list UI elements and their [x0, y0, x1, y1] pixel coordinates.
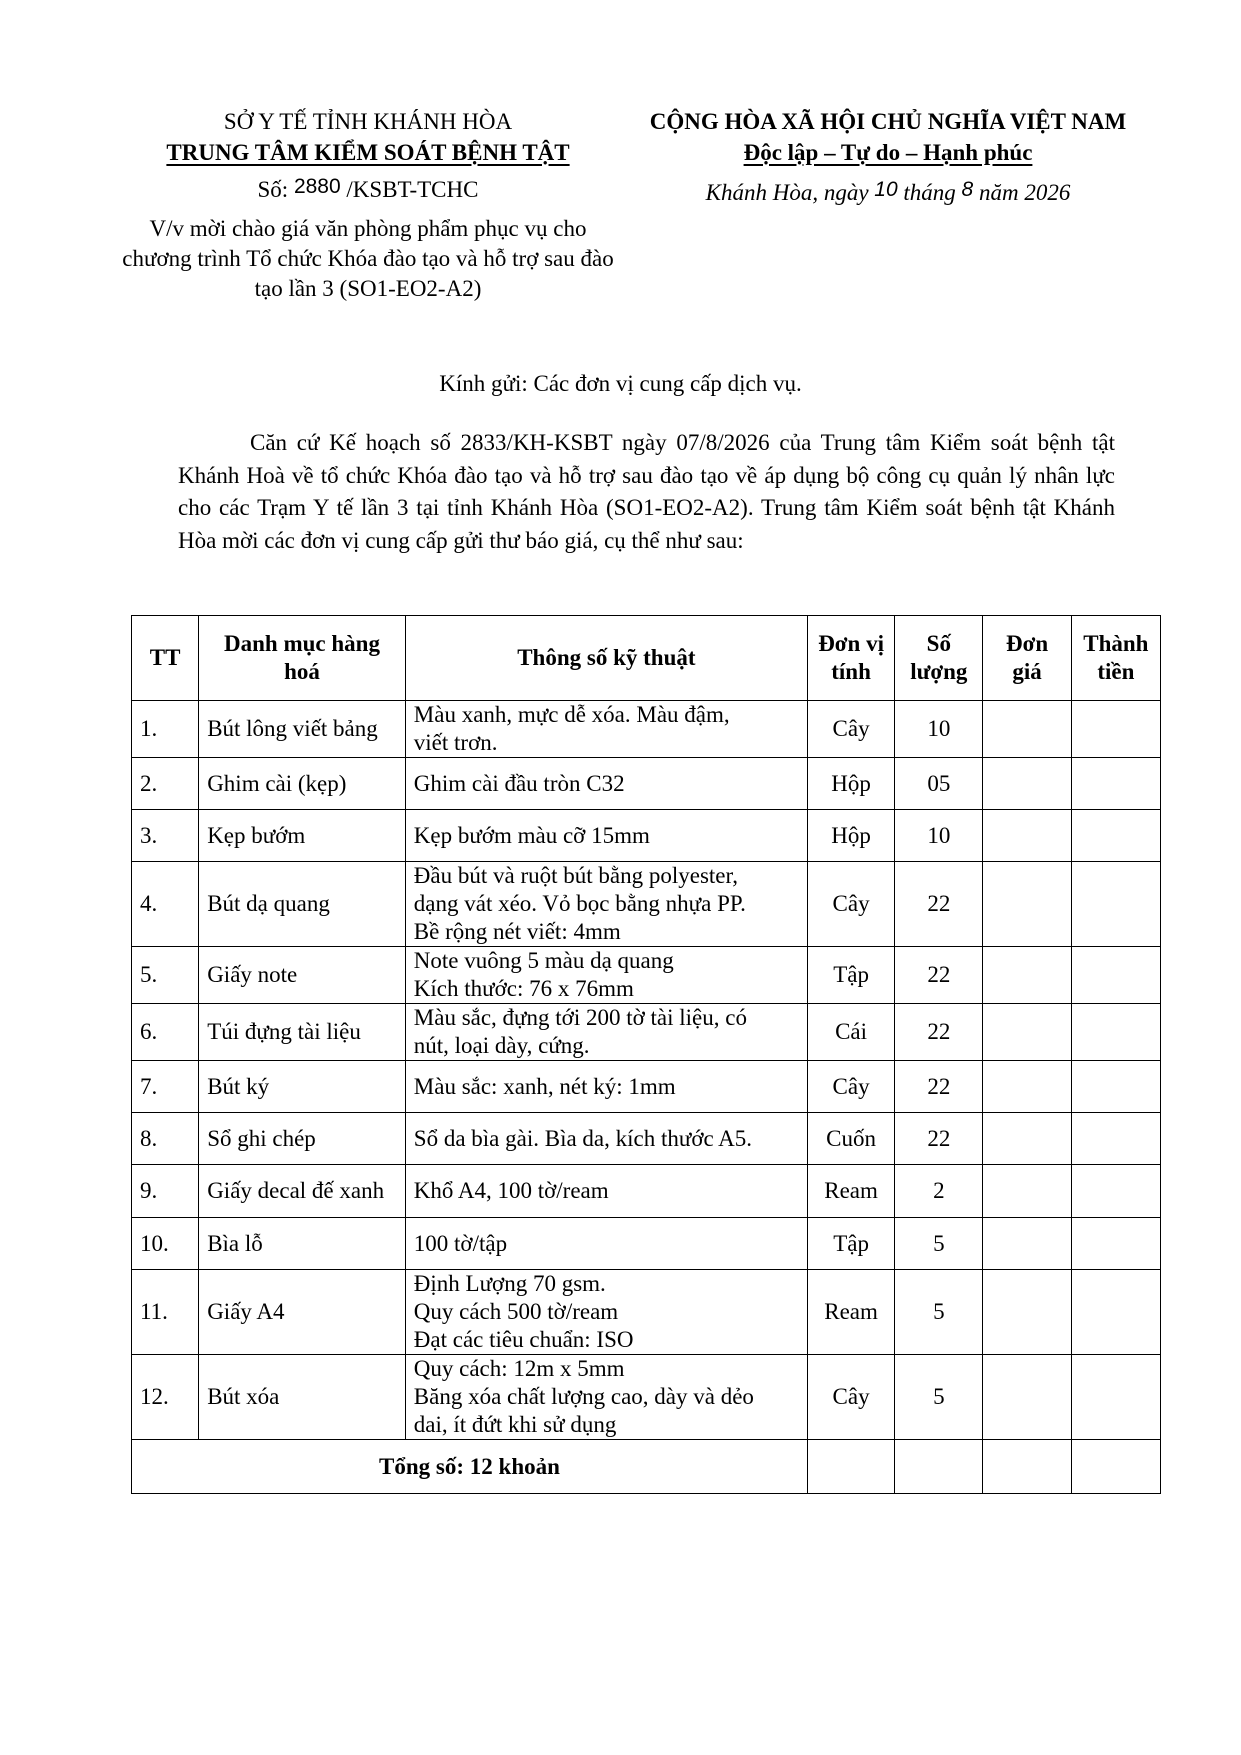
row-number: 4. [132, 862, 199, 947]
spec-line: Màu sắc, đựng tới 200 tờ tài liệu, có [413, 1005, 747, 1030]
item-spec [405, 810, 807, 862]
item-name: Bìa lỗ [199, 1218, 406, 1270]
table-row [132, 810, 1161, 862]
item-spec-lines [414, 822, 799, 850]
number-suffix: /KSBT-TCHC [346, 177, 479, 202]
table-row [132, 701, 1161, 758]
row-number: 1. [132, 701, 199, 758]
item-price [983, 1355, 1071, 1440]
item-name: Bút ký [199, 1061, 406, 1113]
item-qty: 22 [895, 1004, 983, 1061]
item-name: Bút dạ quang [199, 862, 406, 947]
item-price [983, 701, 1071, 758]
item-spec [405, 1218, 807, 1270]
item-name: Giấy A4 [199, 1270, 406, 1355]
item-qty: 22 [895, 1061, 983, 1113]
item-name: Ghim cài (kẹp) [199, 758, 406, 810]
item-spec-lines [414, 770, 799, 798]
total-amount-cell [1071, 1440, 1160, 1494]
item-name: Kẹp bướm [199, 810, 406, 862]
item-price [983, 1270, 1071, 1355]
item-spec [405, 1061, 807, 1113]
body-text: Căn cứ Kế hoạch số 2833/KH-KSBT ngày 07/8/2026 của Trung tâm Kiểm soát bệnh tật Khánh Hoà về tổ chức Khóa đào tạo và hỗ trợ sau đào tạo về áp dụng bộ công cụ quản lý nhân lực cho các Trạm Y tế lần 3 tại tỉnh Khánh Hòa (SO1-EO2-A2). Trung tâm Kiểm soát bệnh tật Khánh Hòa mời các đơn vị cung cấp gửi thư báo giá, cụ thể như sau: [178, 430, 1115, 553]
department-name: SỞ Y TẾ TỈNH KHÁNH HÒA [223, 109, 513, 134]
row-number: 3. [132, 810, 199, 862]
item-name: Sổ ghi chép [199, 1113, 406, 1165]
spec-line: Đầu bút và ruột bút bằng polyester, [413, 863, 738, 888]
item-name: Bút xóa [199, 1355, 406, 1440]
item-unit: Ream [807, 1165, 894, 1218]
item-qty: 10 [895, 810, 983, 862]
subject-line: V/v mời chào giá văn phòng phẩm phục vụ cho chương trình Tổ chức Khóa đào tạo và hỗ trợ sau đào tạo lần 3 (SO1-EO2-A2) [122, 216, 614, 301]
item-spec-lines [414, 701, 799, 757]
item-total [1071, 758, 1160, 810]
item-spec [405, 1004, 807, 1061]
total-unit-cell [807, 1440, 894, 1494]
item-name: Giấy note [199, 947, 406, 1004]
header-name: Danh mục hàng hoá [199, 616, 406, 701]
item-name: Túi đựng tài liệu [199, 1004, 406, 1061]
item-total [1071, 701, 1160, 758]
item-qty: 5 [895, 1218, 983, 1270]
header-total: Thành tiền [1071, 616, 1160, 701]
item-name: Giấy decal đế xanh [199, 1165, 406, 1218]
table-row [132, 758, 1161, 810]
item-spec-lines [414, 1125, 799, 1153]
item-unit: Cái [807, 1004, 894, 1061]
item-unit: Cây [807, 1355, 894, 1440]
item-qty: 22 [895, 862, 983, 947]
body-paragraph [178, 427, 1115, 557]
item-total [1071, 1113, 1160, 1165]
item-spec-lines [414, 1177, 799, 1205]
item-price [983, 1218, 1071, 1270]
item-spec-lines [414, 1004, 799, 1060]
item-name: Bút lông viết bảng [199, 701, 406, 758]
item-spec [405, 1270, 807, 1355]
spec-line: viết trơn. [413, 730, 498, 755]
date-day: 10 [874, 178, 898, 201]
spec-line: Note vuông 5 màu dạ quang [413, 948, 674, 973]
item-spec [405, 1113, 807, 1165]
item-spec [405, 758, 807, 810]
spec-line: Băng xóa chất lượng cao, dày và dẻo [413, 1384, 754, 1409]
item-price [983, 1165, 1071, 1218]
item-spec [405, 1165, 807, 1218]
total-price-cell [983, 1440, 1071, 1494]
center-name: TRUNG TÂM KIỂM SOÁT BỆNH TẬT [166, 140, 570, 165]
item-qty: 2 [895, 1165, 983, 1218]
item-spec-lines [414, 1230, 799, 1258]
item-spec [405, 947, 807, 1004]
item-price [983, 810, 1071, 862]
item-total [1071, 862, 1160, 947]
row-number: 2. [132, 758, 199, 810]
item-total [1071, 1004, 1160, 1061]
header-qty: Số lượng [895, 616, 983, 701]
row-number: 11. [132, 1270, 199, 1355]
header-tt: TT [132, 616, 199, 701]
spec-line: Bề rộng nét viết: 4mm [413, 919, 621, 944]
total-label: Tổng số: 12 khoản [132, 1440, 808, 1494]
spec-line: Kích thước: 76 x 76mm [413, 976, 634, 1001]
item-unit: Hộp [807, 810, 894, 862]
item-qty: 05 [895, 758, 983, 810]
table-row [132, 1004, 1161, 1061]
item-spec-lines [414, 1270, 799, 1354]
issue-date [618, 177, 1158, 209]
item-spec-lines [414, 947, 799, 1003]
item-total [1071, 1270, 1160, 1355]
item-total [1071, 947, 1160, 1004]
spec-line: Đạt các tiêu chuẩn: ISO [413, 1327, 634, 1352]
spec-line: dai, ít đứt khi sử dụng [413, 1412, 617, 1437]
table-row [132, 1270, 1161, 1355]
item-spec-lines [414, 1073, 799, 1101]
date-month: 8 [961, 178, 974, 201]
item-qty: 22 [895, 1113, 983, 1165]
item-price [983, 1004, 1071, 1061]
item-total [1071, 1355, 1160, 1440]
item-price [983, 1113, 1071, 1165]
header-spec: Thông số kỹ thuật [405, 616, 807, 701]
month-label: tháng [903, 180, 956, 205]
item-price [983, 862, 1071, 947]
item-total [1071, 1165, 1160, 1218]
date-prefix: Khánh Hòa, ngày [705, 180, 869, 205]
item-unit: Tập [807, 947, 894, 1004]
year-label: năm 2026 [978, 180, 1071, 205]
spec-line: Định Lượng 70 gsm. [413, 1271, 606, 1296]
row-number: 9. [132, 1165, 199, 1218]
row-number: 5. [132, 947, 199, 1004]
item-unit: Ream [807, 1270, 894, 1355]
row-number: 7. [132, 1061, 199, 1113]
table-body [132, 701, 1161, 1440]
header-unit: Đơn vị tính [807, 616, 894, 701]
spec-line: Ghim cài đầu tròn C32 [413, 770, 625, 796]
spec-line: nút, loại dày, cứng. [413, 1033, 590, 1058]
motto: Độc lập – Tự do – Hạnh phúc [743, 140, 1033, 165]
item-total [1071, 1061, 1160, 1113]
item-total [1071, 810, 1160, 862]
spec-line: Màu xanh, mực dễ xóa. Màu đậm, [413, 702, 730, 727]
table-row [132, 1061, 1161, 1113]
header-right [618, 106, 1158, 209]
table-row [132, 1165, 1161, 1218]
item-qty: 5 [895, 1270, 983, 1355]
spec-line: 100 tờ/tập [413, 1230, 508, 1256]
item-unit: Hộp [807, 758, 894, 810]
item-price [983, 947, 1071, 1004]
item-unit: Tập [807, 1218, 894, 1270]
item-price [983, 758, 1071, 810]
table-header-row [132, 616, 1161, 701]
row-number: 6. [132, 1004, 199, 1061]
header-price: Đơn giá [983, 616, 1071, 701]
item-price [983, 1061, 1071, 1113]
table-row [132, 947, 1161, 1004]
item-unit: Cây [807, 701, 894, 758]
price-request-table [131, 615, 1161, 1494]
item-unit: Cuốn [807, 1113, 894, 1165]
nation-title: CỘNG HÒA XÃ HỘI CHỦ NGHĨA VIỆT NAM [649, 109, 1127, 134]
table-row [132, 1355, 1161, 1440]
item-spec-lines [414, 1355, 799, 1439]
table-row [132, 862, 1161, 947]
spec-line: dạng vát xéo. Vỏ bọc bằng nhựa PP. [413, 891, 746, 916]
item-spec [405, 1355, 807, 1440]
row-number: 12. [132, 1355, 199, 1440]
spec-line: Quy cách 500 tờ/ream [413, 1299, 619, 1324]
row-number: 10. [132, 1218, 199, 1270]
total-qty-cell [895, 1440, 983, 1494]
item-spec [405, 862, 807, 947]
number-prefix: Số: [257, 177, 289, 202]
spec-line: Kẹp bướm màu cỡ 15mm [413, 822, 650, 848]
salutation: Kính gửi: Các đơn vị cung cấp dịch vụ. [439, 371, 802, 396]
spec-line: Sổ da bìa gài. Bìa da, kích thước A5. [413, 1125, 753, 1151]
table-row [132, 1113, 1161, 1165]
item-qty: 10 [895, 701, 983, 758]
item-qty: 22 [895, 947, 983, 1004]
item-spec-lines [414, 862, 799, 946]
table-row [132, 1218, 1161, 1270]
item-spec [405, 701, 807, 758]
spec-line: Khổ A4, 100 tờ/ream [413, 1178, 609, 1203]
document-number [118, 174, 618, 206]
number-value: 2880 [293, 175, 341, 198]
header-left [118, 106, 618, 304]
item-total [1071, 1218, 1160, 1270]
total-row [132, 1440, 1161, 1494]
row-number: 8. [132, 1113, 199, 1165]
item-qty: 5 [895, 1355, 983, 1440]
spec-line: Quy cách: 12m x 5mm [413, 1356, 625, 1381]
item-unit: Cây [807, 1061, 894, 1113]
spec-line: Màu sắc: xanh, nét ký: 1mm [413, 1073, 676, 1099]
item-unit: Cây [807, 862, 894, 947]
